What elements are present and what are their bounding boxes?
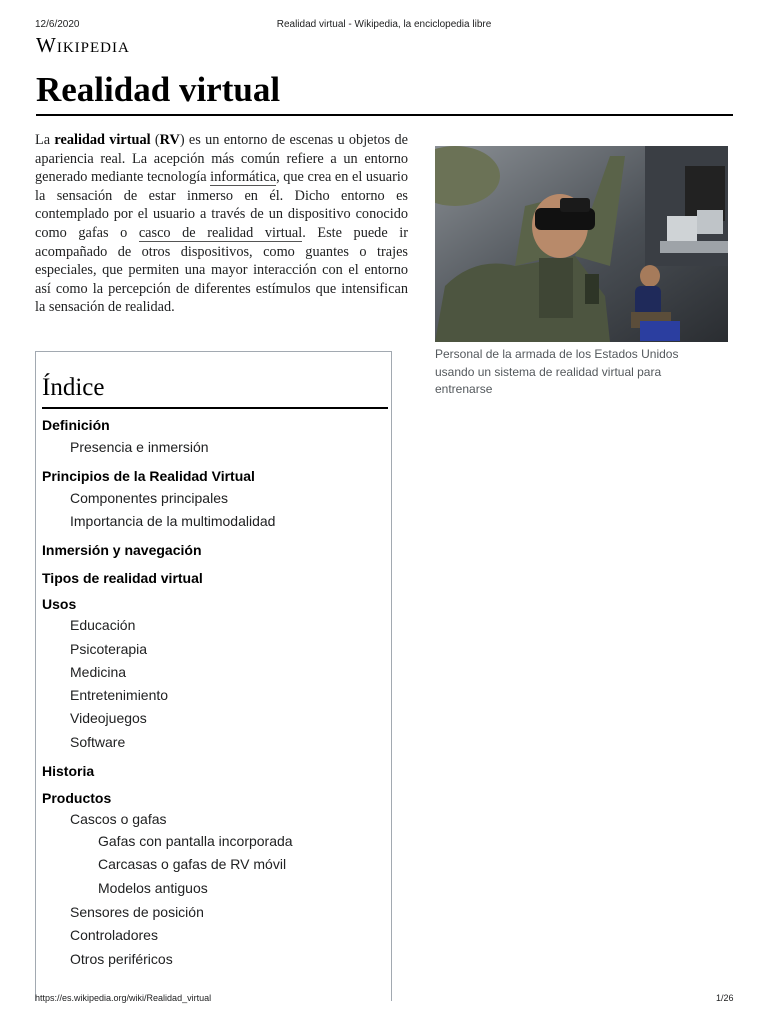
toc-item-entretenimiento[interactable]: Entretenimiento	[70, 687, 169, 703]
toc-item-educacion[interactable]: Educación	[70, 617, 136, 633]
intro-text: . Este puede ir acompañado de otros dispositivos, como guantes o trajes especiales, que permiten una mayor interacción con el entorno así como la percepción de diferentes estímulos que intensifican la sensación de realidad.	[35, 224, 408, 316]
toc-title: Índice	[42, 374, 105, 401]
toc-divider	[42, 407, 388, 409]
title-divider	[36, 114, 733, 116]
toc-item-videojuegos[interactable]: Videojuegos	[70, 710, 147, 726]
intro-bold-abbrev: RV	[159, 132, 180, 148]
intro-text: (	[150, 132, 160, 148]
table-of-contents	[35, 351, 392, 1001]
print-page-title: Realidad virtual - Wikipedia, la enciclopedia libre	[276, 19, 492, 30]
toc-item-carcasas-movil[interactable]: Carcasas o gafas de RV móvil	[98, 856, 287, 872]
intro-text: La	[35, 132, 55, 148]
toc-item-componentes[interactable]: Componentes principales	[70, 490, 228, 506]
wikipedia-logo[interactable]: Wikipedia	[36, 33, 130, 57]
toc-item-cascos-gafas[interactable]: Cascos o gafas	[70, 811, 167, 827]
toc-item-presencia-inmersion[interactable]: Presencia e inmersión	[70, 439, 209, 455]
toc-item-psicoterapia[interactable]: Psicoterapia	[70, 641, 148, 657]
intro-paragraph	[35, 131, 408, 317]
figure-caption: Personal de la armada de los Estados Unidos usando un sistema de realidad virtual para entrenarse	[435, 347, 679, 396]
toc-item-principios[interactable]: Principios de la Realidad Virtual	[42, 468, 255, 484]
link-informatica[interactable]: informática	[210, 169, 277, 186]
intro-text: ) es un entorno de escenas u objetos de apariencia real. La acepción más común refiere a un entorno generado mediante tecnología	[35, 132, 409, 186]
article-figure	[435, 146, 728, 399]
toc-item-controladores[interactable]: Controladores	[70, 927, 158, 943]
toc-item-multimodalidad[interactable]: Importancia de la multimodalidad	[70, 513, 276, 529]
toc-item-tipos[interactable]: Tipos de realidad virtual	[42, 570, 203, 586]
toc-item-productos[interactable]: Productos	[42, 790, 112, 806]
toc-item-definicion[interactable]: Definición	[42, 417, 110, 433]
toc-item-historia[interactable]: Historia	[42, 763, 95, 779]
link-casco-realidad-virtual[interactable]: casco de realidad virtual	[138, 224, 303, 241]
toc-item-inmersion-navegacion[interactable]: Inmersión y navegación	[42, 542, 202, 558]
toc-item-sensores-posicion[interactable]: Sensores de posición	[70, 904, 204, 920]
page-title: Realidad virtual	[36, 70, 281, 109]
vr-training-photo[interactable]	[435, 146, 728, 342]
print-page-number: 1/26	[716, 993, 734, 1003]
intro-text: , que crea en el usuario la sensación de estar inmerso en él. Dicho entorno es contemplado por el usuario a través de un dispositivo conocido como gafas o	[35, 169, 408, 241]
intro-bold-term: realidad virtual	[54, 132, 151, 148]
toc-item-modelos-antiguos[interactable]: Modelos antiguos	[98, 880, 208, 896]
toc-item-gafas-pantalla[interactable]: Gafas con pantalla incorporada	[98, 833, 293, 849]
toc-item-medicina[interactable]: Medicina	[70, 664, 127, 680]
toc-item-usos[interactable]: Usos	[42, 596, 77, 612]
print-footer-url: https://es.wikipedia.org/wiki/Realidad_virtual	[35, 993, 212, 1003]
toc-item-software[interactable]: Software	[70, 734, 126, 750]
toc-item-otros-perifericos[interactable]: Otros periféricos	[70, 951, 173, 967]
print-date: 12/6/2020	[35, 19, 80, 30]
